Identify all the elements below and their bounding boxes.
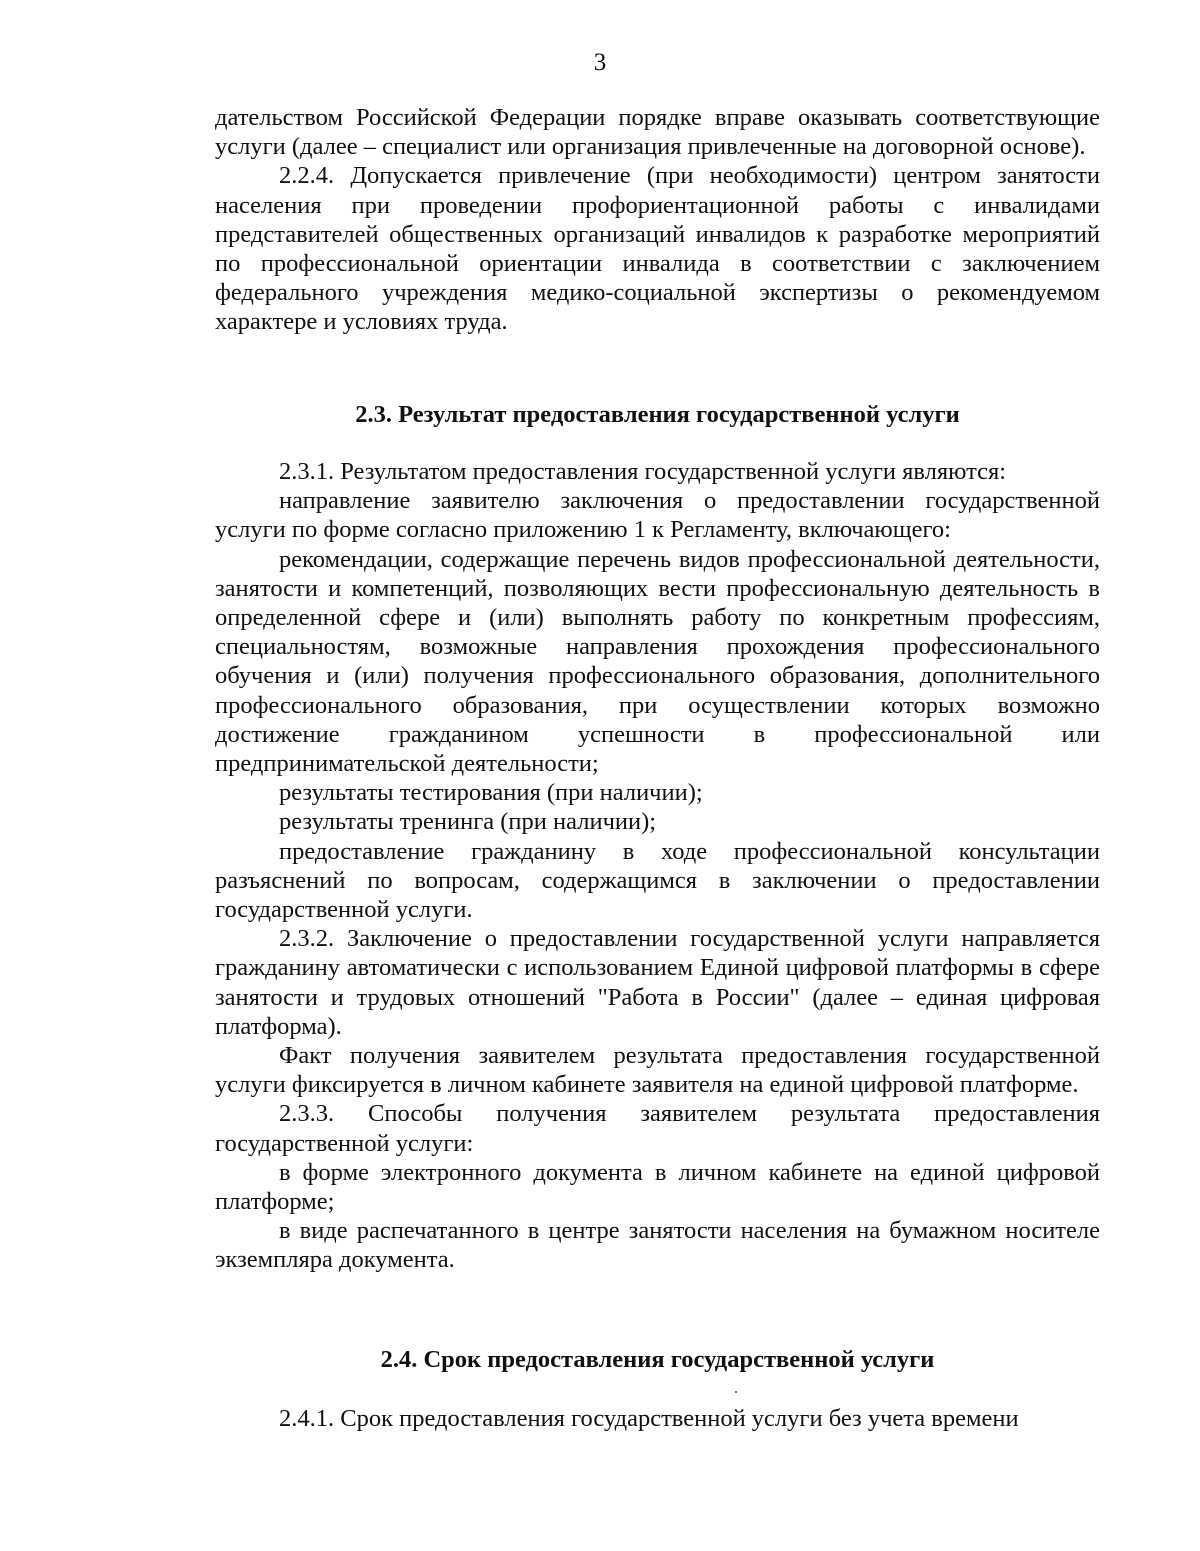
paragraph-2-4-1: 2.4.1. Срок предоставления государственной услуги без учета времени: [279, 1405, 1019, 1432]
text-block-continuation: [215, 103, 1100, 337]
paragraph-continuation: дательством Российской Федерации порядке вправе оказывать соответствующие услуги (далее – специалист или организация привлеченные на договорной основе).: [215, 104, 1100, 161]
page-number: 3: [593, 49, 607, 76]
paragraph-testing-results: результаты тестирования (при наличии);: [279, 779, 703, 807]
paragraph-2-3-2: 2.3.2. Заключение о предоставлении государственной услуги направляется гражданину автоматически с использованием Единой цифровой платформы в сфере занятости и трудовых отношений "Работа в России" (далее – единая цифровая платформа).: [215, 925, 1100, 1040]
scan-speck: [735, 1391, 737, 1393]
paragraph-training-results: результаты тренинга (при наличии);: [279, 808, 657, 836]
section-body-2-4: [215, 1404, 1100, 1433]
paragraph-2-3-1: 2.3.1. Результатом предоставления государственной услуги являются:: [279, 458, 1007, 485]
paragraph-conclusion-direction: направление заявителю заключения о предоставлении государственной услуги по форме согласно приложению 1 к Регламенту, включающего:: [215, 487, 1100, 544]
section-heading-2-3: 2.3. Результат предоставления государственной услуги: [355, 401, 960, 428]
paragraph-printed-form: в виде распечатанного в центре занятости населения на бумажном носителе экземпляра документа.: [215, 1217, 1100, 1274]
section-heading-2-4: 2.4. Срок предоставления государственной услуги: [380, 1346, 935, 1373]
paragraph-2-3-3: 2.3.3. Способы получения заявителем результата предоставления государственной услуги:: [215, 1100, 1100, 1157]
paragraph-electronic-form: в форме электронного документа в личном кабинете на единой цифровой платформе;: [215, 1158, 1100, 1216]
paragraph-2-2-4: 2.2.4. Допускается привлечение (при необходимости) центром занятости населения при проведении профориентационной работы с инвалидами представителей общественных организаций инвалидов к разработке мероприятий по профессиональной ориентации инвалида в соответствии с заключением федерального учреждения медико-социальной экспертизы о рекомендуемом характере и условиях труда.: [215, 162, 1100, 336]
paragraph-result-fact: Факт получения заявителем результата предоставления государственной услуги фиксируется в личном кабинете заявителя на единой цифровой платформе.: [215, 1042, 1100, 1099]
section-body-2-3: [215, 457, 1100, 1275]
paragraph-recommendations: рекомендации, содержащие перечень видов профессиональной деятельности, занятости и компетенций, позволяющих вести профессиональную деятельность в определенной сфере и (или) выполнять работу по конкретным профессиям, специальностям, возможные направления прохождения профессионального обучения и (или) получения профессионального образования, дополнительного профессионального образования, при осуществлении которых возможно достижение гражданином успешности в профессиональной или предпринимательской деятельности;: [215, 545, 1100, 778]
paragraph-consultation: предоставление гражданину в ходе профессиональной консультации разъяснений по вопросам, содержащимся в заключении о предоставлении государственной услуги.: [215, 837, 1100, 924]
